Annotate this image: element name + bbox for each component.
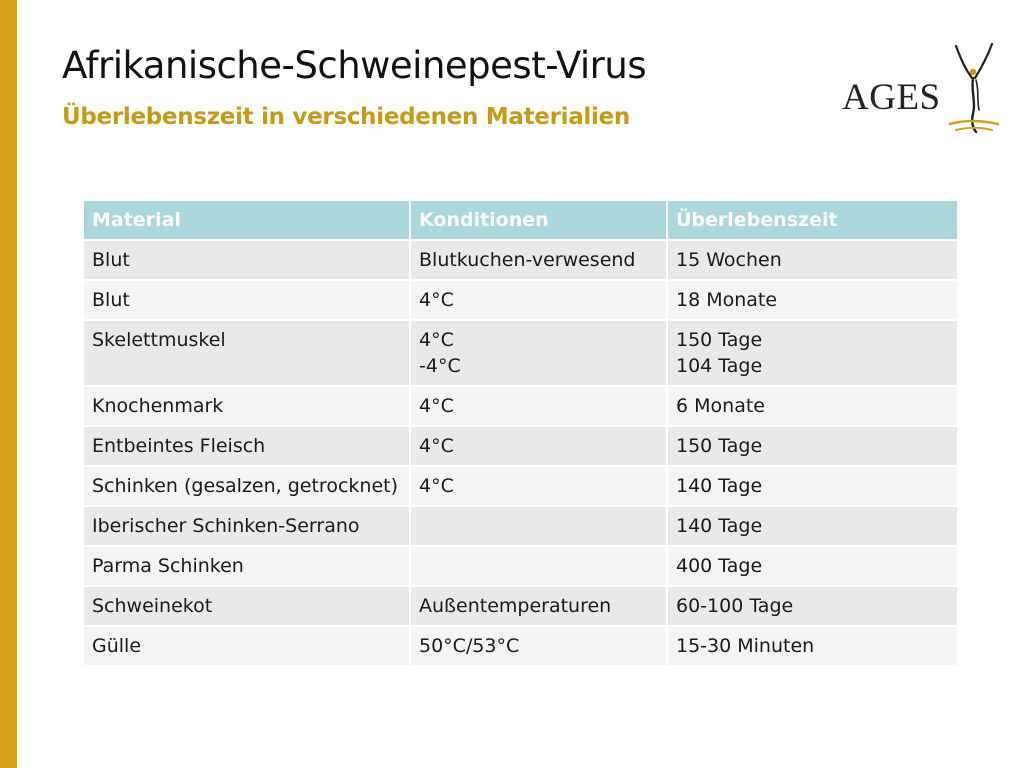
cell-zeit: 400 Tage [667,546,958,586]
cell-konditionen [410,506,667,546]
cell-zeit: 15-30 Minuten [667,626,958,666]
cell-material: Skelettmuskel [83,320,410,386]
cell-material: Schweinekot [83,586,410,626]
cell-konditionen: 4°C [410,466,667,506]
cell-material: Schinken (gesalzen, getrocknet) [83,466,410,506]
cell-material: Blut [83,240,410,280]
cell-material: Parma Schinken [83,546,410,586]
column-header-ueberlebenszeit: Überlebenszeit [667,200,958,240]
cell-zeit [667,320,958,386]
cell-line: 4°C [419,329,454,351]
cell-konditionen: Außentemperaturen [410,586,667,626]
slide-title: Afrikanische-Schweinepest-Virus [62,44,647,87]
table-row [83,320,958,386]
table-header-row [83,200,958,240]
survival-table [82,199,959,667]
cell-material: Gülle [83,626,410,666]
cell-zeit: 18 Monate [667,280,958,320]
table-row [83,546,958,586]
table-row [83,240,958,280]
table-row [83,426,958,466]
table-row [83,280,958,320]
cell-konditionen [410,546,667,586]
cell-zeit: 140 Tage [667,466,958,506]
table-row [83,586,958,626]
cell-konditionen [410,320,667,386]
cell-konditionen: 4°C [410,280,667,320]
cell-material: Blut [83,280,410,320]
column-header-material: Material [83,200,410,240]
cell-material: Entbeintes Fleisch [83,426,410,466]
cell-konditionen: 50°C/53°C [410,626,667,666]
table-row [83,386,958,426]
cell-line: -4°C [419,355,461,377]
cell-zeit: 150 Tage [667,426,958,466]
logo-figure-icon [946,40,1000,136]
cell-konditionen: 4°C [410,386,667,426]
column-header-konditionen: Konditionen [410,200,667,240]
cell-line: 150 Tage [676,329,763,351]
cell-zeit: 60-100 Tage [667,586,958,626]
cell-material: Iberischer Schinken-Serrano [83,506,410,546]
table-row [83,506,958,546]
accent-side-bar [0,0,17,768]
cell-zeit: 15 Wochen [667,240,958,280]
table-row [83,466,958,506]
cell-zeit: 6 Monate [667,386,958,426]
cell-line: 104 Tage [676,355,763,377]
cell-material: Knochenmark [83,386,410,426]
cell-konditionen: Blutkuchen-verwesend [410,240,667,280]
table-row [83,626,958,666]
ages-logo [838,40,1000,136]
cell-konditionen: 4°C [410,426,667,466]
slide-subtitle: Überlebenszeit in verschiedenen Materialien [62,104,630,130]
logo-text: AGES [842,77,941,118]
cell-zeit: 140 Tage [667,506,958,546]
